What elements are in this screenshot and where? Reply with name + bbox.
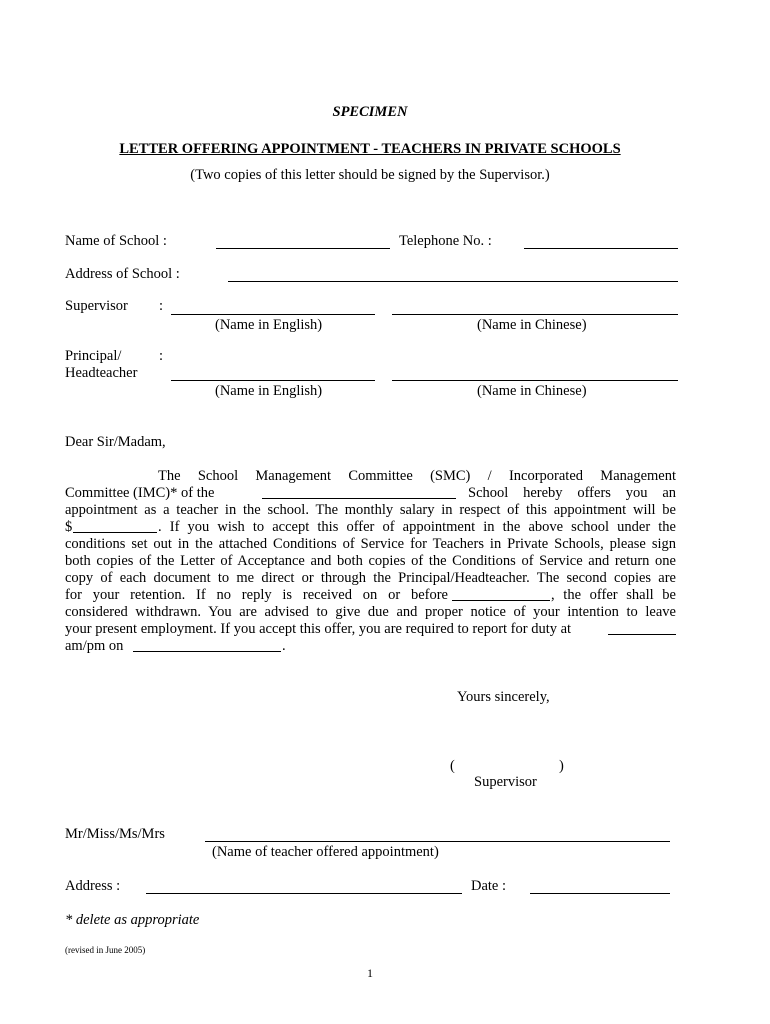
school-address-field[interactable]: [228, 281, 678, 282]
principal-english-name-field[interactable]: [171, 380, 375, 381]
body-line-2b: School hereby offers you an: [468, 485, 676, 501]
body-line-2a: Committee (IMC)* of the: [65, 485, 215, 501]
telephone-label: Telephone No. :: [399, 233, 492, 249]
body-line-3: appointment as a teacher in the school. The monthly salary in respect of this appointment will be: [65, 502, 676, 518]
signatory-title: Supervisor: [474, 774, 537, 790]
reply-deadline-field[interactable]: [452, 600, 550, 601]
delete-note: * delete as appropriate: [65, 912, 200, 928]
body-line-4a: $: [65, 519, 73, 535]
revision-note: (revised in June 2005): [65, 945, 146, 955]
body-line-1: The School Management Committee (SMC) / Incorporated Management: [158, 468, 676, 484]
teacher-name-caption: (Name of teacher offered appointment): [212, 844, 439, 860]
teacher-address-field[interactable]: [146, 893, 462, 894]
telephone-field[interactable]: [524, 248, 678, 249]
salutation: Dear Sir/Madam,: [65, 434, 166, 450]
supervisor-label: Supervisor: [65, 298, 128, 314]
body-line-10a: your present employment. If you accept this offer, you are required to report for duty at: [65, 621, 572, 637]
closing-yours-sincerely: Yours sincerely,: [457, 689, 550, 705]
signing-note: (Two copies of this letter should be signed by the Supervisor.): [190, 167, 550, 183]
teacher-address-label: Address :: [65, 878, 121, 894]
principal-chinese-name-field[interactable]: [392, 380, 678, 381]
principal-colon: :: [159, 348, 164, 364]
page-number: 1: [367, 966, 373, 980]
body-line-6: both copies of the Letter of Acceptance and both copies of the Conditions of Service and return one: [65, 553, 676, 569]
supervisor-english-name-field[interactable]: [171, 314, 375, 315]
supervisor-chinese-caption: (Name in Chinese): [477, 317, 587, 333]
report-date-field[interactable]: [133, 651, 281, 652]
body-line-5: conditions set out in the attached Conditions of Service for Teachers in Private Schools, please sign: [65, 536, 676, 552]
teacher-name-field[interactable]: [205, 841, 670, 842]
teacher-title-label: Mr/Miss/Ms/Mrs: [65, 826, 165, 842]
supervisor-chinese-name-field[interactable]: [392, 314, 678, 315]
principal-chinese-caption: (Name in Chinese): [477, 383, 587, 399]
principal-english-caption: (Name in English): [215, 383, 323, 399]
body-line-8b: , the offer shall be: [551, 587, 676, 603]
supervisor-english-caption: (Name in English): [215, 317, 323, 333]
date-label: Date :: [471, 878, 507, 894]
monthly-salary-field[interactable]: [73, 532, 157, 533]
body-line-11b: .: [282, 638, 286, 654]
school-address-label: Address of School :: [65, 266, 180, 282]
body-line-9: considered withdrawn. You are advised to give due and proper notice of your intention to leave: [65, 604, 676, 620]
body-line-7: copy of each document to me direct or through the Principal/Headteacher. The second copies are: [65, 570, 676, 586]
body-line-11a: am/pm on: [65, 638, 124, 654]
letter-title: LETTER OFFERING APPOINTMENT - TEACHERS IN PRIVATE SCHOOLS: [119, 141, 621, 157]
school-name-label: Name of School :: [65, 233, 167, 249]
report-time-field[interactable]: [608, 634, 676, 635]
signature-paren-close: ): [559, 758, 564, 774]
signature-paren-open: (: [450, 758, 455, 774]
headteacher-label: Headteacher: [65, 365, 138, 381]
body-line-4b: . If you wish to accept this offer of appointment in the above school under the: [158, 519, 676, 535]
date-field[interactable]: [530, 893, 670, 894]
body-line-8a: for your retention. If no reply is received on or before: [65, 587, 448, 603]
principal-label: Principal/: [65, 348, 122, 364]
specimen-heading: SPECIMEN: [332, 104, 408, 120]
supervisor-colon: :: [159, 298, 164, 314]
school-name-field[interactable]: [216, 248, 390, 249]
body-school-name-field[interactable]: [262, 498, 456, 499]
